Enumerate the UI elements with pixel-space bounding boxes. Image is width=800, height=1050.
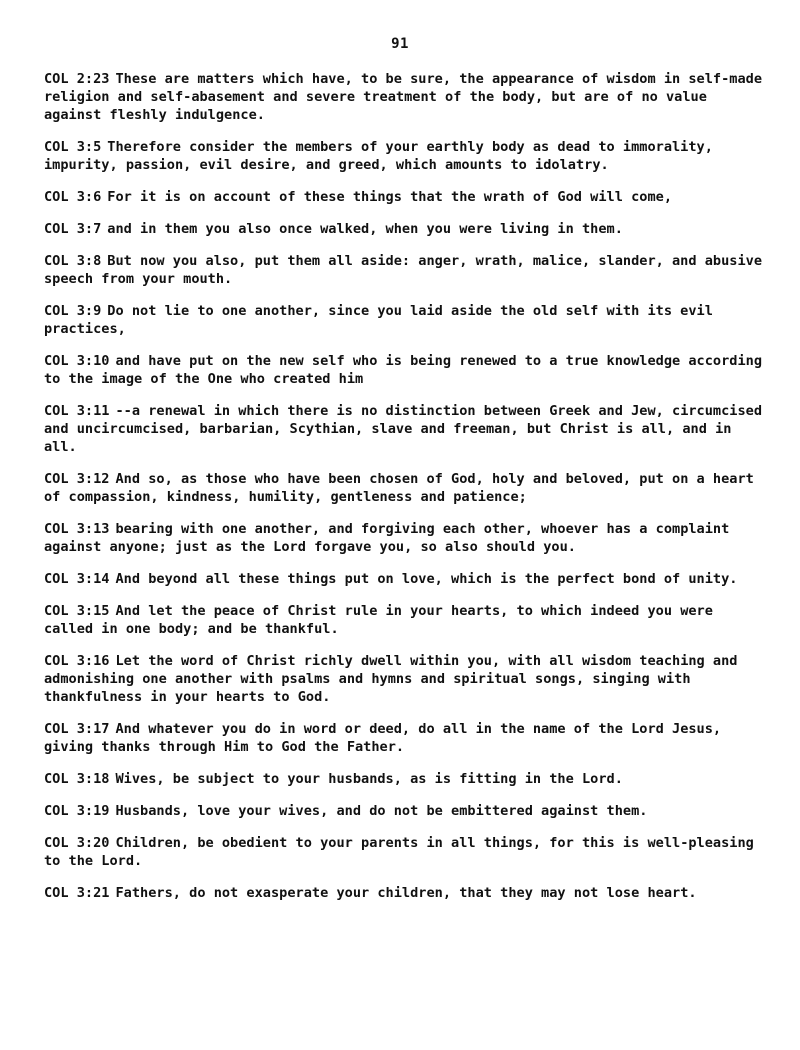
verse-reference: COL 3:8 [44, 253, 102, 269]
verse-text: Let the word of Christ richly dwell within you, with all wisdom teaching and admonishing one another with psalms and hymns and spiritual songs, singing with thankfulness in your hearts to God. [44, 653, 738, 705]
verse-col-3-8 [44, 252, 764, 288]
page-number: 91 [391, 36, 409, 52]
verse-col-3-13 [44, 520, 764, 556]
verse-col-3-15 [44, 602, 764, 638]
verse-reference: COL 3:19 [44, 803, 110, 819]
verse-list [44, 70, 764, 916]
verse-text: and in them you also once walked, when you were living in them. [107, 221, 623, 237]
verse-text: Do not lie to one another, since you laid aside the old self with its evil practices, [44, 303, 713, 337]
verse-col-3-18 [44, 770, 764, 788]
verse-reference: COL 3:5 [44, 139, 102, 155]
verse-reference: COL 3:18 [44, 771, 110, 787]
verse-text: bearing with one another, and forgiving each other, whoever has a complaint against anyone; just as the Lord forgave you, so also should you. [44, 521, 730, 555]
verse-col-2-23 [44, 70, 764, 124]
verse-col-3-19 [44, 802, 764, 820]
verse-text: These are matters which have, to be sure, the appearance of wisdom in self-made religion and self-abasement and severe treatment of the body, but are of no value against fleshly indulgence. [44, 71, 763, 123]
verse-col-3-21 [44, 884, 764, 902]
verse-text: --a renewal in which there is no distinction between Greek and Jew, circumcised and uncircumcised, barbarian, Scythian, slave and freeman, but Christ is all, and in all. [44, 403, 763, 455]
verse-col-3-14 [44, 570, 764, 588]
verse-reference: COL 3:11 [44, 403, 110, 419]
verse-reference: COL 3:9 [44, 303, 102, 319]
verse-text: Therefore consider the members of your earthly body as dead to immorality, impurity, passion, evil desire, and greed, which amounts to idolatry. [44, 139, 713, 173]
verse-text: For it is on account of these things that the wrath of God will come, [107, 189, 673, 205]
verse-col-3-12 [44, 470, 764, 506]
verse-col-3-16 [44, 652, 764, 706]
verse-reference: COL 2:23 [44, 71, 110, 87]
verse-text: And whatever you do in word or deed, do all in the name of the Lord Jesus, giving thanks through Him to God the Father. [44, 721, 722, 755]
verse-reference: COL 3:20 [44, 835, 110, 851]
verse-col-3-17 [44, 720, 764, 756]
verse-col-3-6 [44, 188, 764, 206]
verse-reference: COL 3:17 [44, 721, 110, 737]
verse-text: And so, as those who have been chosen of God, holy and beloved, put on a heart of compassion, kindness, humility, gentleness and patience; [44, 471, 754, 505]
verse-reference: COL 3:15 [44, 603, 110, 619]
verse-col-3-11 [44, 402, 764, 456]
verse-text: Wives, be subject to your husbands, as is fitting in the Lord. [115, 771, 623, 787]
verse-col-3-5 [44, 138, 764, 174]
verse-text: And beyond all these things put on love, which is the perfect bond of unity. [115, 571, 738, 587]
verse-reference: COL 3:14 [44, 571, 110, 587]
verse-col-3-9 [44, 302, 764, 338]
verse-reference: COL 3:21 [44, 885, 110, 901]
verse-reference: COL 3:13 [44, 521, 110, 537]
verse-text: and have put on the new self who is being renewed to a true knowledge according to the image of the One who created him [44, 353, 763, 387]
verse-reference: COL 3:6 [44, 189, 102, 205]
verse-text: But now you also, put them all aside: anger, wrath, malice, slander, and abusive speech from your mouth. [44, 253, 763, 287]
verse-reference: COL 3:10 [44, 353, 110, 369]
verse-text: Husbands, love your wives, and do not be embittered against them. [115, 803, 648, 819]
verse-text: Children, be obedient to your parents in all things, for this is well-pleasing to the Lord. [44, 835, 754, 869]
verse-col-3-7 [44, 220, 764, 238]
verse-text: And let the peace of Christ rule in your hearts, to which indeed you were called in one body; and be thankful. [44, 603, 713, 637]
verse-reference: COL 3:16 [44, 653, 110, 669]
verse-reference: COL 3:7 [44, 221, 102, 237]
verse-reference: COL 3:12 [44, 471, 110, 487]
verse-text: Fathers, do not exasperate your children, that they may not lose heart. [115, 885, 697, 901]
verse-col-3-10 [44, 352, 764, 388]
verse-col-3-20 [44, 834, 764, 870]
